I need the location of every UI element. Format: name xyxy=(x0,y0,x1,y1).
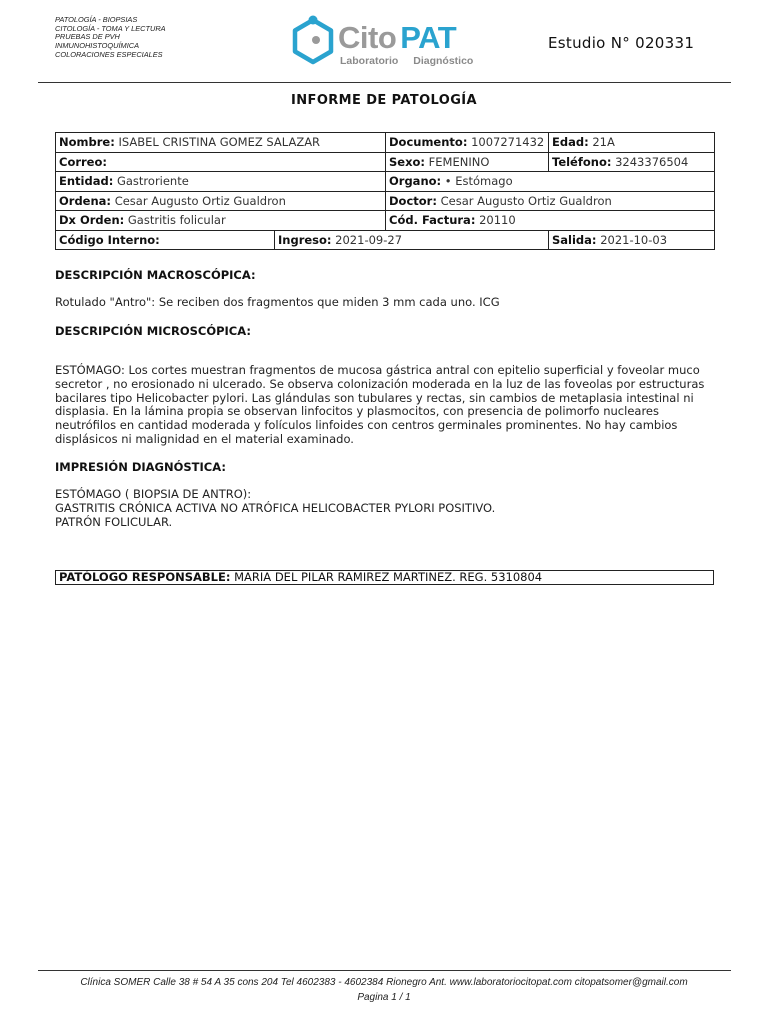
micro-line: secretor , no erosionado ni ulcerado. Se observa colonización moderada en la luz de las foveolas por estructuras xyxy=(55,376,705,391)
entidad-cell xyxy=(56,172,386,192)
salida-value: 2021-10-03 xyxy=(600,232,668,247)
documento-cell xyxy=(386,133,549,153)
macro-text xyxy=(55,296,720,310)
logo-subtitle: Laboratorio Diagnóstico xyxy=(340,55,474,67)
table-row xyxy=(56,133,715,153)
table-row xyxy=(56,191,715,211)
services-list xyxy=(55,16,166,60)
salida-label: Salida: xyxy=(552,232,597,247)
table-row xyxy=(56,172,715,192)
organo-value: • Estómago xyxy=(444,174,513,189)
correo-cell xyxy=(56,152,386,172)
entidad-value: Gastroriente xyxy=(116,174,189,189)
logo-word-cito: Cito xyxy=(338,20,397,55)
organo-label: Organo: xyxy=(389,174,442,189)
factura-cell xyxy=(386,211,715,231)
documento-label: Documento: xyxy=(389,135,468,150)
codigo-label: Código Interno: xyxy=(59,232,160,247)
impression-title: IMPRESIÓN DIAGNÓSTICA: xyxy=(55,460,226,474)
micro-line: neutrófilos en cantidad moderada y folículos linfoides con centros germinales prominentes. No hay cambios xyxy=(55,418,678,433)
macro-title: DESCRIPCIÓN MACROSCÓPICA: xyxy=(55,268,256,282)
edad-cell xyxy=(549,133,715,153)
dx-cell xyxy=(56,211,386,231)
edad-label: Edad: xyxy=(552,135,589,150)
footer-address: Clínica SOMER Calle 38 # 54 A 35 cons 204 Tel 4602383 - 4602384 Rionegro Ant. www.laboratoriocitopat.com citopatsomer@gmail.com xyxy=(80,977,688,988)
report-title: INFORME DE PATOLOGÍA xyxy=(291,93,477,108)
header-divider xyxy=(38,82,731,83)
table-row xyxy=(56,211,715,231)
nombre-label: Nombre: xyxy=(59,135,115,150)
ordena-value: Cesar Augusto Ortiz Gualdron xyxy=(114,193,286,208)
service-item: PRUEBAS DE PVH xyxy=(55,32,120,42)
micro-title: DESCRIPCIÓN MICROSCÓPICA: xyxy=(55,324,251,338)
doctor-label: Doctor: xyxy=(389,193,437,208)
ingreso-value: 2021-09-27 xyxy=(335,232,403,247)
service-item: PATOLOGÍA - BIOPSIAS xyxy=(55,15,138,24)
service-item: COLORACIONES ESPECIALES xyxy=(55,49,163,59)
impression-line: ESTÓMAGO ( BIOPSIA DE ANTRO): xyxy=(55,487,252,501)
sexo-cell xyxy=(386,152,549,172)
micro-text xyxy=(55,364,720,447)
impression-text xyxy=(55,488,720,529)
service-item: INMUNOHISTOQUÍMICA xyxy=(55,41,140,51)
nombre-value: ISABEL CRISTINA GOMEZ SALAZAR xyxy=(118,135,321,150)
hexagon-molecule-icon xyxy=(290,15,336,71)
factura-label: Cód. Factura: xyxy=(389,213,476,228)
table-row xyxy=(56,230,715,250)
impression-line: GASTRITIS CRÓNICA ACTIVA NO ATRÓFICA HELICOBACTER PYLORI POSITIVO. xyxy=(55,500,496,515)
patient-info-table xyxy=(55,132,715,250)
telefono-label: Teléfono: xyxy=(552,154,612,169)
documento-value: 1007271432 xyxy=(471,135,545,150)
salida-cell xyxy=(549,230,715,250)
ordena-cell xyxy=(56,191,386,211)
organo-cell xyxy=(386,172,715,192)
macro-line: Rotulado "Antro": Se reciben dos fragmentos que miden 3 mm cada uno. ICG xyxy=(55,295,500,309)
micro-line: displásicos ni malignidad en el material examinado. xyxy=(55,431,354,446)
ingreso-label: Ingreso: xyxy=(278,232,332,247)
telefono-cell xyxy=(549,152,715,172)
micro-line: displasia. En la lámina propia se observan linfocitos y plasmocitos, con presencia de polimorfo nucleares xyxy=(55,404,659,419)
sexo-label: Sexo: xyxy=(389,154,425,169)
table-row xyxy=(56,152,715,172)
sexo-value: FEMENINO xyxy=(428,154,490,169)
edad-value: 21A xyxy=(592,135,615,150)
pathologist-label: PATÓLOGO RESPONSABLE: xyxy=(59,570,231,584)
doctor-value: Cesar Augusto Ortiz Gualdron xyxy=(440,193,612,208)
ingreso-cell xyxy=(275,230,549,250)
factura-value: 20110 xyxy=(479,213,516,228)
micro-line: bacilares tipo Helicobacter pylori. Las glándulas son tubulares y rectas, sin cambios de metaplasia intestinal ni xyxy=(55,390,694,405)
study-number: Estudio N° 020331 xyxy=(548,34,695,52)
citopat-logo xyxy=(290,15,490,71)
page-number: Pagina 1 / 1 xyxy=(357,992,411,1003)
ordena-label: Ordena: xyxy=(59,193,112,208)
nombre-cell xyxy=(56,133,386,153)
service-item: CITOLOGÍA - TOMA Y LECTURA xyxy=(55,23,166,33)
logo-wordmark xyxy=(338,21,456,55)
codigo-cell xyxy=(56,230,275,250)
entidad-label: Entidad: xyxy=(59,174,114,189)
correo-label: Correo: xyxy=(59,154,107,169)
dx-label: Dx Orden: xyxy=(59,213,125,228)
dx-value: Gastritis folicular xyxy=(127,213,226,228)
footer-divider xyxy=(38,970,731,971)
micro-line: ESTÓMAGO: Los cortes muestran fragmentos de mucosa gástrica antral con epitelio superficial y foveolar muco xyxy=(55,363,700,377)
impression-line: PATRÓN FOLICULAR. xyxy=(55,514,173,529)
telefono-value: 3243376504 xyxy=(615,154,689,169)
footer xyxy=(0,975,768,1005)
doctor-cell xyxy=(386,191,715,211)
logo-word-pat: PAT xyxy=(400,20,457,55)
responsible-pathologist xyxy=(55,570,714,585)
pathologist-value: MARIA DEL PILAR RAMIREZ MARTINEZ. REG. 5310804 xyxy=(234,570,543,584)
